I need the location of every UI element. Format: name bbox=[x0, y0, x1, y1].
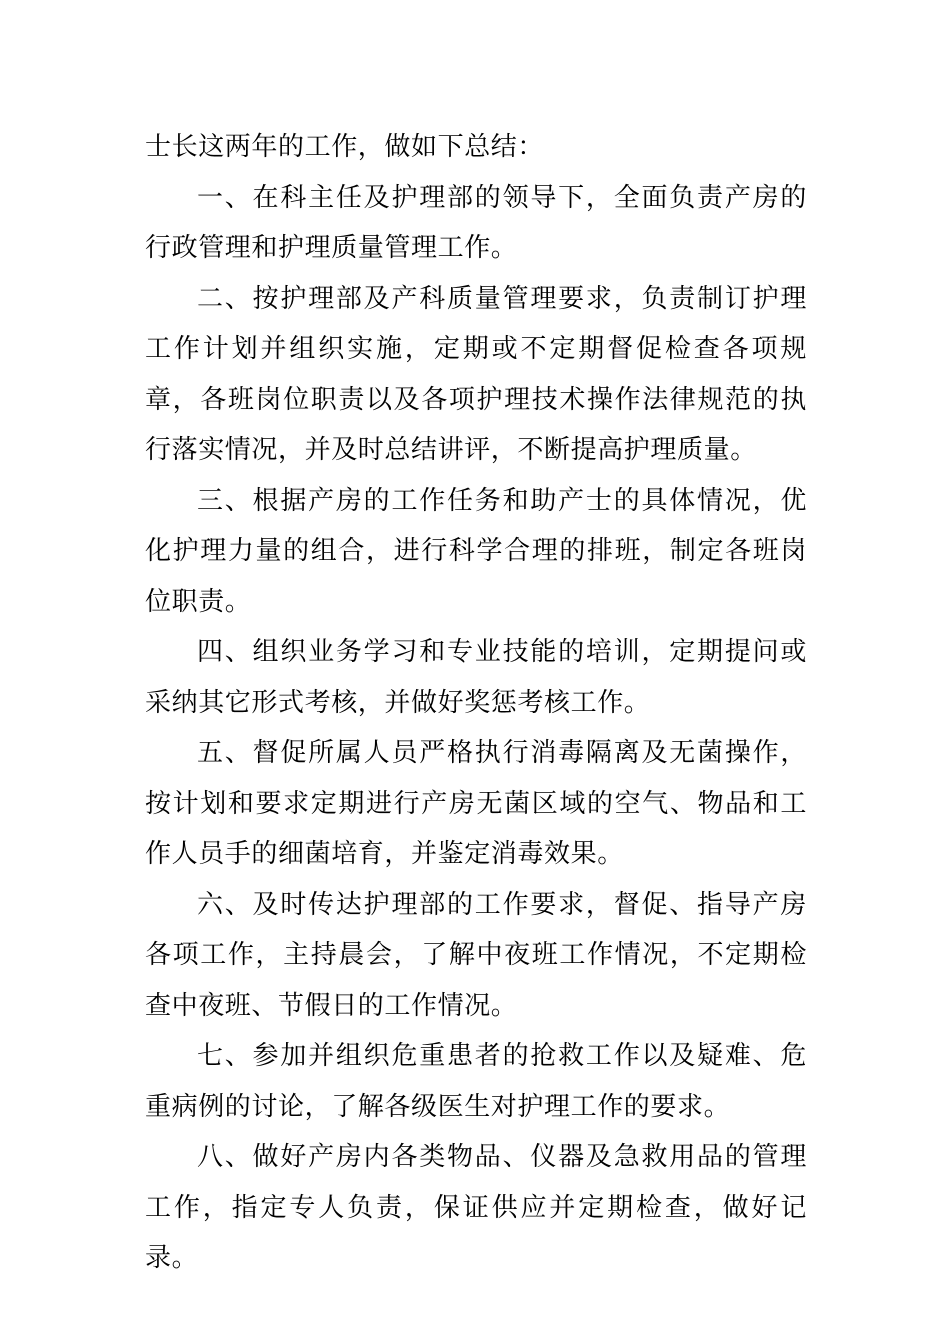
paragraph-item-2: 二、按护理部及产科质量管理要求，负责制订护理工作计划并组织实施，定期或不定期督促检查各项规章，各班岗位职责以及各项护理技术操作法律规范的执行落实情况，并及时总结讲评，不断提高护理质量。 bbox=[145, 283, 807, 465]
paragraph-item-7: 七、参加并组织危重患者的抢救工作以及疑难、危重病例的讨论，了解各级医生对护理工作的要求。 bbox=[145, 1041, 807, 1122]
paragraph-item-6: 六、及时传达护理部的工作要求，督促、指导产房各项工作，主持晨会，了解中夜班工作情况，不定期检查中夜班、节假日的工作情况。 bbox=[145, 889, 807, 1021]
paragraph-item-1: 一、在科主任及护理部的领导下，全面负责产房的行政管理和护理质量管理工作。 bbox=[145, 182, 807, 263]
paragraph-item-5: 五、督促所属人员严格执行消毒隔离及无菌操作，按计划和要求定期进行产房无菌区域的空气、物品和工作人员手的细菌培育，并鉴定消毒效果。 bbox=[145, 738, 807, 869]
document-body bbox=[145, 122, 807, 1284]
paragraph-item-4: 四、组织业务学习和专业技能的培训，定期提问或采纳其它形式考核，并做好奖惩考核工作。 bbox=[145, 637, 807, 718]
paragraph-item-8: 八、做好产房内各类物品、仪器及急救用品的管理工作，指定专人负责，保证供应并定期检查，做好记录。 bbox=[145, 1142, 807, 1273]
paragraph-item-3: 三、根据产房的工作任务和助产士的具体情况，优化护理力量的组合，进行科学合理的排班，制定各班岗位职责。 bbox=[145, 485, 807, 617]
paragraph-continuation: 士长这两年的工作，做如下总结： bbox=[145, 132, 545, 162]
